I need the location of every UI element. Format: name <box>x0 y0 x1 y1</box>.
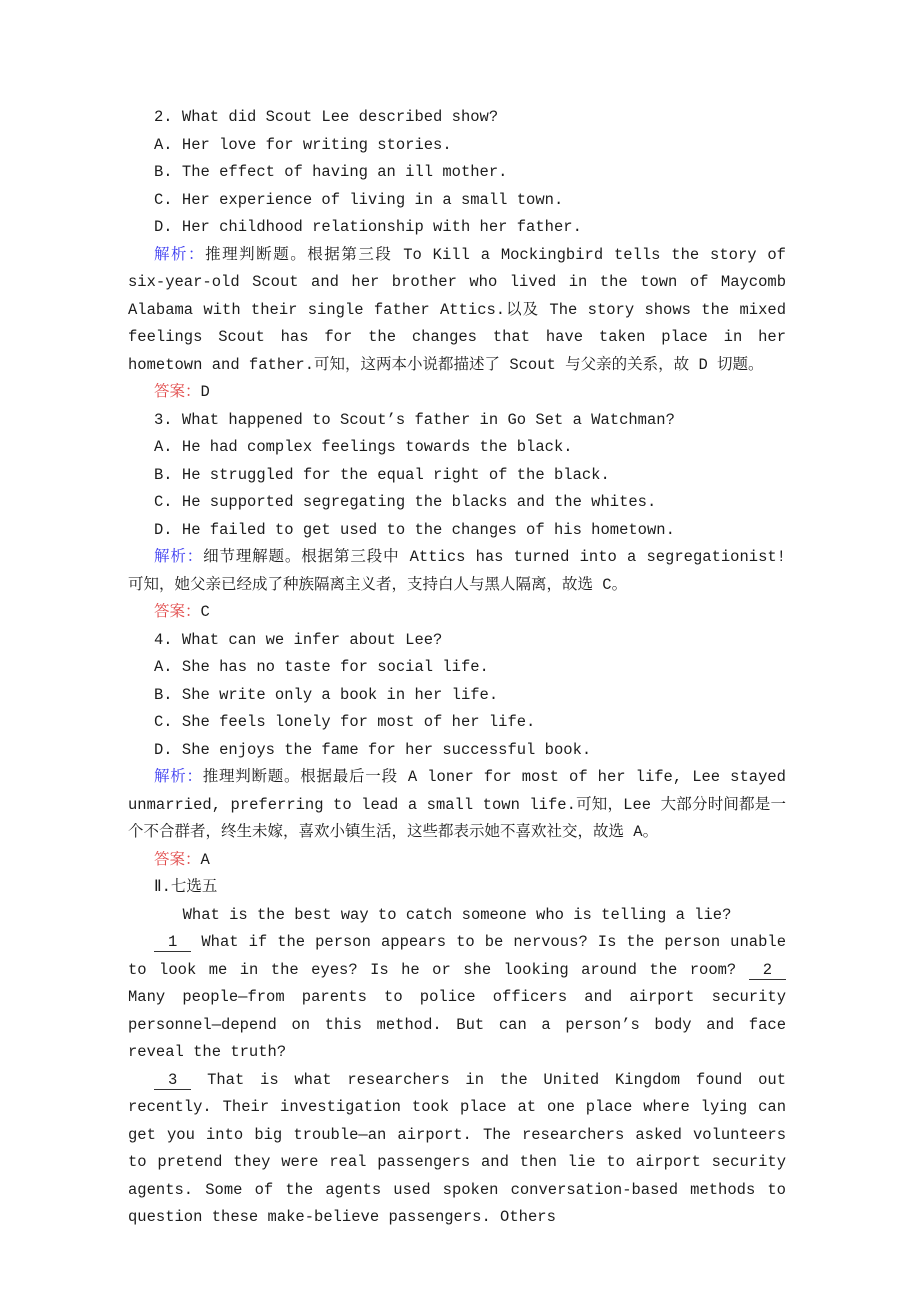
analysis-4 <box>128 764 786 847</box>
blank-3: 3 <box>154 1071 191 1090</box>
option-4a: A. She has no taste for social life. <box>154 658 489 676</box>
answer-value: D <box>200 383 210 401</box>
question-2: 2. What did Scout Lee described show? <box>154 108 499 126</box>
option-3c: C. He supported segregating the blacks and the whites. <box>154 493 657 511</box>
answer-value: C <box>200 603 210 621</box>
analysis-label: 解析： <box>154 548 204 566</box>
analysis-2 <box>128 242 786 380</box>
analysis-text: 推理判断题。根据最后一段 A loner for most of her life, Lee stayed unmarried, preferring to lead a small town life.可知，Lee 大部分时间都是一个不合群者，终生未嫁，喜欢小镇生活，这些都表示她不喜欢社交，故选 A。 <box>128 768 786 841</box>
option-2c: C. Her experience of living in a small town. <box>154 190 564 209</box>
option-3b: B. He struggled for the equal right of the black. <box>154 465 610 484</box>
blank-1: 1 <box>154 933 191 952</box>
option-3d: D. He failed to get used to the changes of his hometown. <box>154 520 675 539</box>
blank-2: 2 <box>749 961 786 980</box>
analysis-3 <box>128 544 786 599</box>
answer-label: 答案： <box>154 603 201 621</box>
passage-text: Many people—from parents to police officers and airport security personnel—depend on this method. But can a person’s body and face reveal the truth? <box>128 988 786 1061</box>
analysis-label: 解析： <box>154 245 206 264</box>
answer-2 <box>128 379 786 407</box>
question-3: 3. What happened to Scout’s father in Go Set a Watchman? <box>154 410 675 429</box>
passage-paragraph-1 <box>128 929 786 1067</box>
question-4: 4. What can we infer about Lee? <box>154 630 443 649</box>
option-2b: B. The effect of having an ill mother. <box>154 163 508 181</box>
answer-3 <box>128 599 786 627</box>
answer-label: 答案： <box>154 383 201 401</box>
analysis-text: 细节理解题。根据第三段中 Attics has turned into a segregationist! 可知，她父亲已经成了种族隔离主义者，支持白人与黑人隔离，故选 C。 <box>128 548 786 594</box>
passage-title: What is the best way to catch someone who is telling a lie? <box>182 905 732 924</box>
section-heading: Ⅱ.七选五 <box>154 878 218 896</box>
option-4c: C. She feels lonely for most of her life. <box>154 713 536 731</box>
option-4d: D. She enjoys the fame for her successful book. <box>154 740 592 759</box>
passage-text: What if the person appears to be nervous? Is the person unable to look me in the eyes? Is he or she looking around the room? <box>128 933 786 979</box>
passage-text: That is what researchers in the United Kingdom found out recently. Their investigation took place at one place where lying can get you into big trouble—an airport. The researchers asked volunteers to pretend they were real passengers and then lie to airport security agents. Some of the agents used spoken conversation-based methods to question these make-believe passengers. Others <box>128 1070 786 1226</box>
answer-value: A <box>200 850 210 869</box>
analysis-text: 推理判断题。根据第三段 To Kill a Mockingbird tells the story of six-year-old Scout and her brother who lived in the town of Maycomb Alabama with their single father Attics.以及 The story shows the mixed feelings Scout has for the changes that have taken place in her hometown and father.可知，这两本小说都描述了 Scout 与父亲的关系，故 D 切题。 <box>128 245 786 374</box>
answer-4 <box>128 847 786 875</box>
option-4b: B. She write only a book in her life. <box>154 685 499 704</box>
passage-paragraph-2 <box>128 1067 786 1232</box>
analysis-label: 解析： <box>154 768 203 786</box>
option-2d: D. Her childhood relationship with her father. <box>154 218 582 236</box>
option-3a: A. He had complex feelings towards the black. <box>154 438 573 456</box>
answer-label: 答案： <box>154 850 201 869</box>
option-2a: A. Her love for writing stories. <box>154 135 452 154</box>
